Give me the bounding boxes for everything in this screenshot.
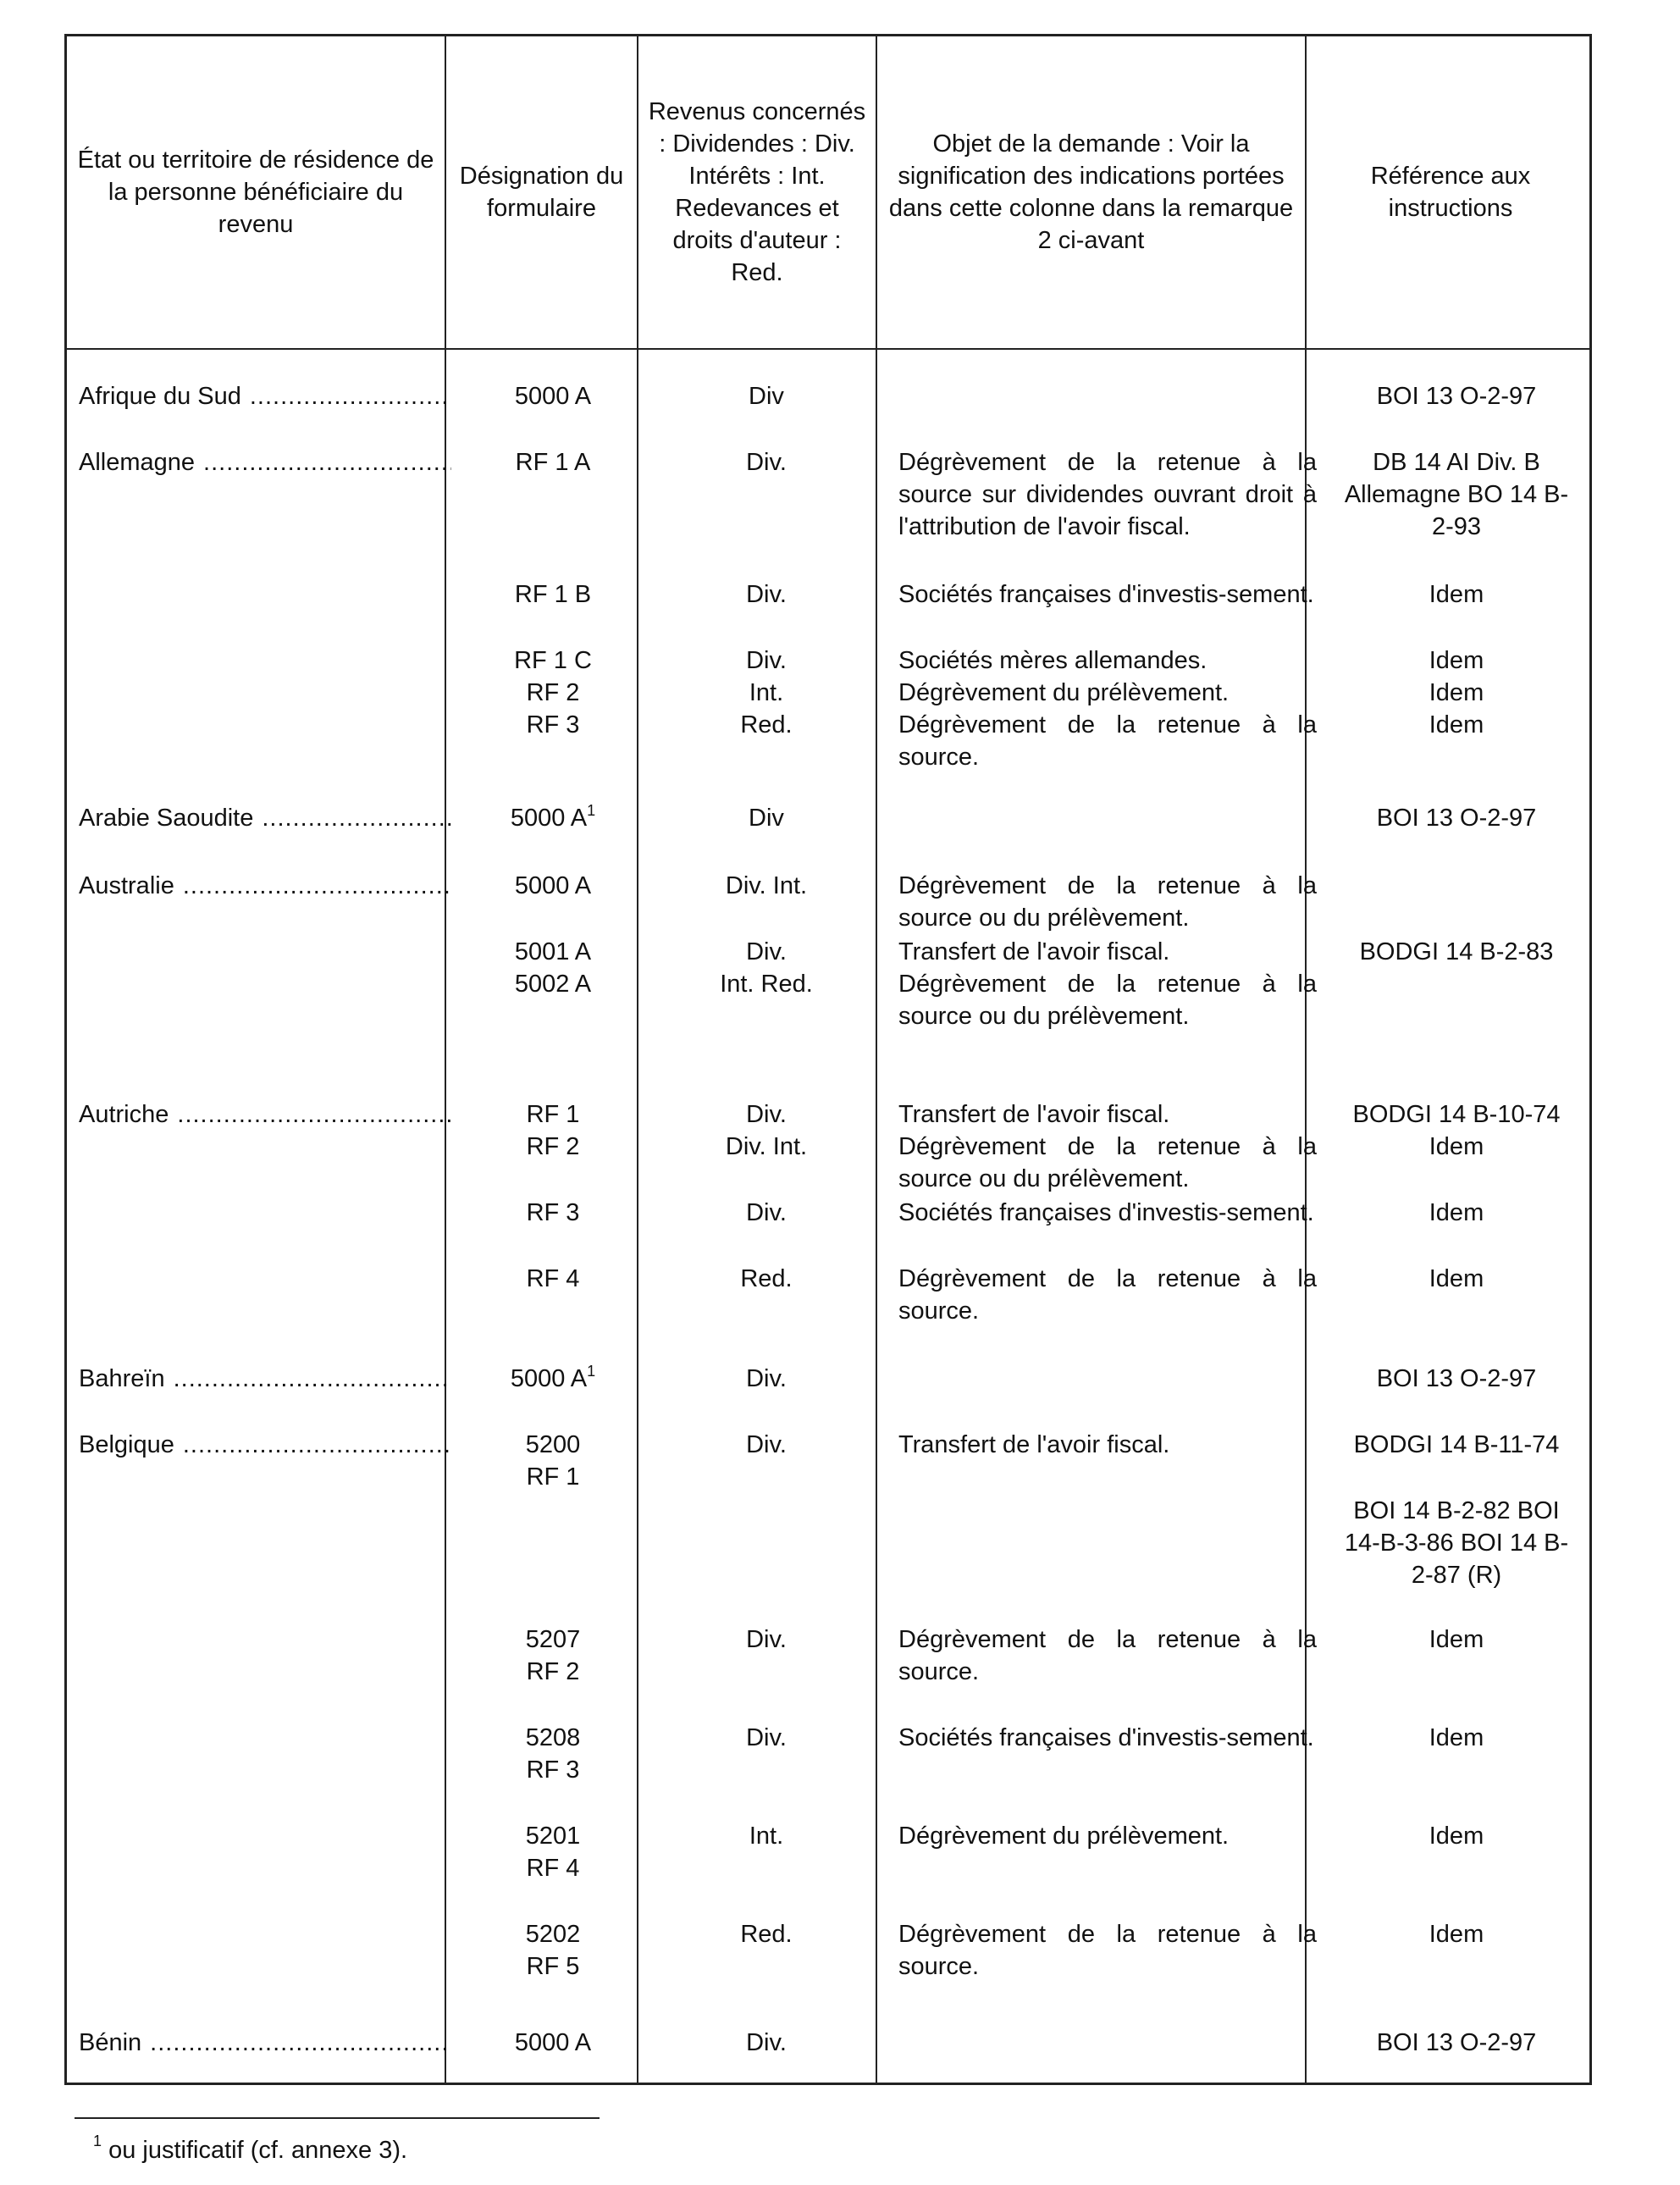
header-divider bbox=[67, 348, 1589, 350]
cell-form bbox=[459, 1363, 647, 1395]
cell-ref: Idem bbox=[1429, 1724, 1484, 1751]
cell-income: Div. bbox=[746, 2029, 787, 2056]
form-code: RF 1 C bbox=[514, 647, 592, 674]
cell-income: Div. Int. bbox=[725, 1133, 808, 1160]
cell-form bbox=[459, 1098, 647, 1131]
cell-income: Div. bbox=[746, 647, 787, 674]
cell-form bbox=[459, 677, 647, 709]
cell-income: Red. bbox=[740, 711, 793, 738]
cell-state bbox=[79, 446, 451, 478]
cell-ref: Idem bbox=[1429, 1199, 1484, 1226]
cell-income: Int. bbox=[749, 1823, 784, 1850]
cell-income: Div bbox=[749, 383, 784, 410]
cell-form bbox=[459, 1263, 647, 1295]
header-income-type: Revenus concernés : Dividendes : Div. Intérêts : Int. Redevances et droits d'auteur : Red. bbox=[648, 98, 866, 286]
cell-object: Dégrèvement de la retenue à la source ou du prélèvement. bbox=[898, 872, 1317, 932]
cell-object: Dégrèvement de la retenue à la source. bbox=[898, 1265, 1317, 1325]
cell-object: Dégrèvement de la retenue à la source sur dividendes ouvrant droit à l'attribution de l'avoir fiscal. bbox=[898, 449, 1317, 540]
cell-ref: Idem bbox=[1429, 647, 1484, 674]
cell-income: Div. bbox=[746, 1431, 787, 1458]
leader-dots bbox=[250, 380, 451, 412]
form-code: 5000 A bbox=[514, 383, 592, 410]
cell-income: Div. bbox=[746, 581, 787, 608]
cell-ref: BOI 13 O-2-97 bbox=[1376, 2029, 1537, 2056]
cell-income: Red. bbox=[740, 1265, 793, 1292]
cell-object: Sociétés françaises d'investis-sement. bbox=[898, 1724, 1314, 1751]
cell-form bbox=[459, 870, 647, 902]
form-code: 5000 A bbox=[514, 872, 592, 899]
cell-form bbox=[459, 709, 647, 741]
cell-income: Div bbox=[749, 805, 784, 832]
cell-object: Dégrèvement de la retenue à la source. bbox=[898, 1921, 1317, 1980]
state-name: Autriche bbox=[79, 1101, 169, 1128]
forms-table bbox=[64, 34, 1592, 2085]
footnote-mark: 1 bbox=[93, 2132, 102, 2149]
cell-form bbox=[459, 936, 647, 968]
leader-dots bbox=[183, 870, 451, 902]
state-name: Belgique bbox=[79, 1431, 174, 1458]
cell-form bbox=[459, 644, 647, 677]
cell-state bbox=[79, 2027, 451, 2059]
form-code: 5202 RF 5 bbox=[525, 1921, 581, 1980]
leader-dots bbox=[174, 1363, 451, 1395]
cell-income: Div. Int. bbox=[725, 872, 808, 899]
cell-income: Div. bbox=[746, 1365, 787, 1392]
cell-state bbox=[79, 1098, 451, 1131]
form-code: RF 1 bbox=[526, 1101, 580, 1128]
form-code: 5001 A bbox=[514, 938, 592, 965]
form-code: 5201 RF 4 bbox=[525, 1823, 581, 1882]
footnote-ref: 1 bbox=[587, 802, 596, 819]
state-name: Allemagne bbox=[79, 449, 196, 476]
form-code: RF 3 bbox=[526, 1199, 580, 1226]
cell-ref: Idem bbox=[1429, 581, 1484, 608]
form-code: RF 3 bbox=[526, 711, 580, 738]
cell-form bbox=[459, 446, 647, 478]
cell-ref: Idem bbox=[1429, 679, 1484, 706]
cell-income: Div. bbox=[746, 1724, 787, 1751]
cell-object: Dégrèvement de la retenue à la source. bbox=[898, 1626, 1317, 1685]
state-name: Australie bbox=[79, 872, 174, 899]
cell-form bbox=[459, 380, 647, 412]
form-code: 5002 A bbox=[514, 971, 592, 998]
cell-form bbox=[459, 1197, 647, 1229]
footnote-ref: 1 bbox=[587, 1363, 596, 1380]
cell-form bbox=[459, 802, 647, 834]
cell-ref: BOI 13 O-2-97 bbox=[1376, 1365, 1537, 1392]
state-name: Bahreïn bbox=[79, 1365, 165, 1392]
form-code: RF 2 bbox=[526, 1133, 580, 1160]
cell-ref: BOI 13 O-2-97 bbox=[1376, 805, 1537, 832]
cell-ref: BODGI 14 B-11-74 bbox=[1353, 1431, 1560, 1458]
cell-form bbox=[459, 1918, 647, 1983]
form-code: RF 2 bbox=[526, 679, 580, 706]
form-code: RF 4 bbox=[526, 1265, 580, 1292]
cell-income: Red. bbox=[740, 1921, 793, 1948]
header-form-designation: Désignation du formulaire bbox=[459, 163, 624, 222]
cell-ref: DB 14 AI Div. B Allemagne BO 14 B-2-93 bbox=[1344, 449, 1569, 540]
cell-state bbox=[79, 380, 451, 412]
state-name: Arabie Saoudite bbox=[79, 805, 254, 832]
cell-object: Transfert de l'avoir fiscal. bbox=[898, 1431, 1170, 1458]
cell-ref: BODGI 14 B-2-83 bbox=[1359, 938, 1554, 965]
cell-ref: BOI 13 O-2-97 bbox=[1376, 383, 1537, 410]
form-code: 5000 A bbox=[510, 805, 588, 832]
cell-income: Div. bbox=[746, 1626, 787, 1653]
form-code: RF 1 A bbox=[515, 449, 591, 476]
cell-form bbox=[459, 1624, 647, 1688]
state-name: Afrique du Sud bbox=[79, 383, 241, 410]
header-residence-state: État ou territoire de résidence de la personne bénéficiaire du revenu bbox=[77, 147, 434, 238]
cell-income: Int. Red. bbox=[720, 971, 813, 998]
cell-state bbox=[79, 802, 451, 834]
header-instruction-reference: Référence aux instructions bbox=[1370, 163, 1531, 222]
cell-ref: Idem bbox=[1429, 1921, 1484, 1948]
cell-form bbox=[459, 2027, 647, 2059]
cell-form bbox=[459, 1429, 647, 1493]
cell-form bbox=[459, 1722, 647, 1786]
header-request-object: Objet de la demande : Voir la signification des indications portées dans cette colonne dans la remarque 2 ci-avant bbox=[888, 130, 1294, 254]
leader-dots bbox=[177, 1098, 451, 1131]
cell-object: Sociétés mères allemandes. bbox=[898, 647, 1208, 674]
cell-state bbox=[79, 1429, 451, 1461]
leader-dots bbox=[183, 1429, 451, 1461]
cell-ref: Idem bbox=[1429, 1626, 1484, 1653]
cell-income: Div. bbox=[746, 1199, 787, 1226]
form-code: 5208 RF 3 bbox=[525, 1724, 581, 1784]
cell-ref: Idem bbox=[1429, 1823, 1484, 1850]
cell-form bbox=[459, 578, 647, 611]
cell-ref: BODGI 14 B-10-74 bbox=[1352, 1101, 1561, 1128]
cell-object: Sociétés françaises d'investis-sement. bbox=[898, 1199, 1314, 1226]
cell-state bbox=[79, 870, 451, 902]
cell-object: Dégrèvement de la retenue à la source ou du prélèvement. bbox=[898, 1133, 1317, 1192]
leader-dots bbox=[262, 802, 451, 834]
footnote-separator bbox=[75, 2117, 600, 2119]
cell-form bbox=[459, 1131, 647, 1163]
cell-ref: Idem bbox=[1429, 711, 1484, 738]
cell-object: Dégrèvement de la retenue à la source ou du prélèvement. bbox=[898, 971, 1317, 1030]
cell-income: Div. bbox=[746, 938, 787, 965]
cell-form bbox=[459, 968, 647, 1000]
state-name: Bénin bbox=[79, 2029, 142, 2056]
form-code: 5207 RF 2 bbox=[525, 1626, 581, 1685]
form-code: RF 1 B bbox=[514, 581, 592, 608]
cell-object: Dégrèvement du prélèvement. bbox=[898, 679, 1230, 706]
cell-ref: Idem bbox=[1429, 1265, 1484, 1292]
cell-ref: Idem bbox=[1429, 1133, 1484, 1160]
form-code: 5000 A bbox=[514, 2029, 592, 2056]
footnote bbox=[93, 2134, 407, 2166]
cell-object: Transfert de l'avoir fiscal. bbox=[898, 938, 1170, 965]
leader-dots bbox=[150, 2027, 451, 2059]
form-code: 5000 A bbox=[510, 1365, 588, 1392]
leader-dots bbox=[203, 446, 451, 478]
cell-form bbox=[459, 1820, 647, 1884]
footnote-text: ou justificatif (cf. annexe 3). bbox=[108, 2137, 408, 2164]
cell-income: Int. bbox=[749, 679, 784, 706]
cell-state bbox=[79, 1363, 451, 1395]
cell-income: Div. bbox=[746, 1101, 787, 1128]
cell-object: Sociétés françaises d'investis-sement. bbox=[898, 581, 1314, 608]
cell-ref: BOI 14 B-2-82 BOI 14-B-3-86 BOI 14 B-2-87 (R) bbox=[1344, 1497, 1569, 1589]
cell-income: Div. bbox=[746, 449, 787, 476]
cell-object: Dégrèvement de la retenue à la source. bbox=[898, 711, 1317, 771]
cell-object: Transfert de l'avoir fiscal. bbox=[898, 1101, 1170, 1128]
form-code: 5200 RF 1 bbox=[525, 1431, 581, 1491]
cell-object: Dégrèvement du prélèvement. bbox=[898, 1823, 1230, 1850]
